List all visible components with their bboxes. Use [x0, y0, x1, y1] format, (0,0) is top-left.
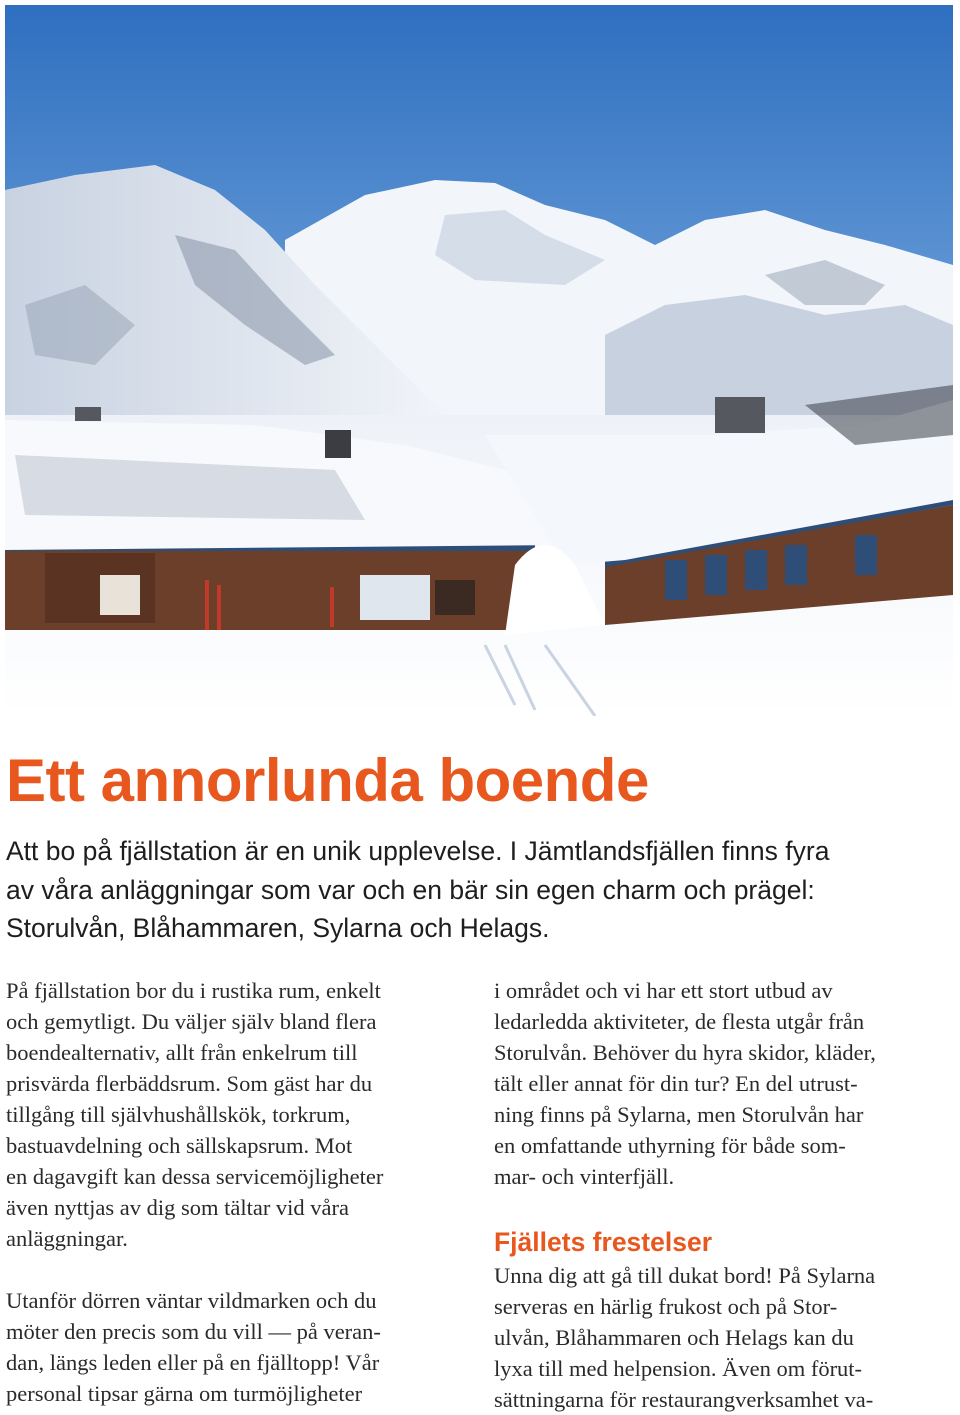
body-line: boendealternativ, allt från enkelrum till	[6, 1040, 358, 1065]
body-line: prisvärda flerbäddsrum. Som gäst har du	[6, 1071, 373, 1096]
snowy-mountain-lodge-image	[5, 5, 953, 716]
body-line: serveras en härlig frukost och på Stor-	[494, 1294, 838, 1319]
body-line: Storulvån. Behöver du hyra skidor, kläder,	[494, 1040, 876, 1065]
body-line: Unna dig att gå till dukat bord! På Sylarna	[494, 1263, 876, 1288]
body-column-right	[494, 975, 954, 1415]
lead-line: av våra anläggningar som var och en bär sin egen charm och prägel:	[6, 874, 815, 905]
body-paragraph-dining	[494, 1260, 954, 1415]
body-line: även nyttjas av dig som tältar vid våra	[6, 1195, 350, 1220]
body-line: ning finns på Sylarna, men Storulvån har	[494, 1102, 864, 1127]
body-line: och gemytligt. Du väljer själv bland flera	[6, 1009, 377, 1034]
body-line: möter den precis som du vill — på veran-	[6, 1319, 381, 1344]
chimney-left	[325, 430, 351, 458]
body-line: mar- och vinterfjäll.	[494, 1164, 675, 1189]
body-line: bastuavdelning och sällskapsrum. Mot	[6, 1133, 353, 1158]
body-line: tillgång till självhushållskök, torkrum,	[6, 1102, 351, 1127]
article-title: Ett annorlunda boende	[6, 747, 649, 814]
body-line: Utanför dörren väntar vildmarken och du	[6, 1288, 377, 1313]
lead-paragraph	[6, 832, 946, 948]
body-paragraph-accommodation	[6, 975, 461, 1254]
body-paragraph-wilderness	[6, 1285, 461, 1409]
body-paragraph-activities	[494, 975, 954, 1192]
chimney-center	[715, 397, 765, 433]
body-line: en omfattande uthyrning för både som-	[494, 1133, 846, 1158]
body-line: lyxa till med helpension. Även om förut-	[494, 1356, 863, 1381]
lead-line: Storulvån, Blåhammaren, Sylarna och Helags.	[6, 913, 550, 943]
body-line: dan, längs leden eller på en fjälltopp! Vår	[6, 1350, 380, 1375]
body-line: ledarledda aktiviteter, de flesta utgår från	[494, 1009, 865, 1034]
body-line: i området och vi har ett stort utbud av	[494, 978, 833, 1003]
lodge-left	[5, 541, 535, 630]
chimney-far	[75, 407, 101, 421]
section-subheading: Fjällets frestelser	[494, 1227, 713, 1257]
body-line: tält eller annat för din tur? En del utrust-	[494, 1071, 858, 1096]
body-line: ulvån, Blåhammaren och Helags kan du	[494, 1325, 854, 1350]
body-line: anläggningar.	[6, 1226, 128, 1251]
body-column-left	[6, 975, 461, 1409]
lead-line: Att bo på fjällstation är en unik upplevelse. I Jämtlandsfjällen finns fyra	[6, 836, 830, 866]
body-line: personal tipsar gärna om turmöjligheter	[6, 1381, 363, 1406]
body-line: På fjällstation bor du i rustika rum, enkelt	[6, 978, 381, 1003]
hero-photo	[5, 5, 953, 716]
body-line: en dagavgift kan dessa servicemöjligheter	[6, 1164, 384, 1189]
body-line: sättningarna för restaurangverksamhet va-	[494, 1387, 874, 1412]
